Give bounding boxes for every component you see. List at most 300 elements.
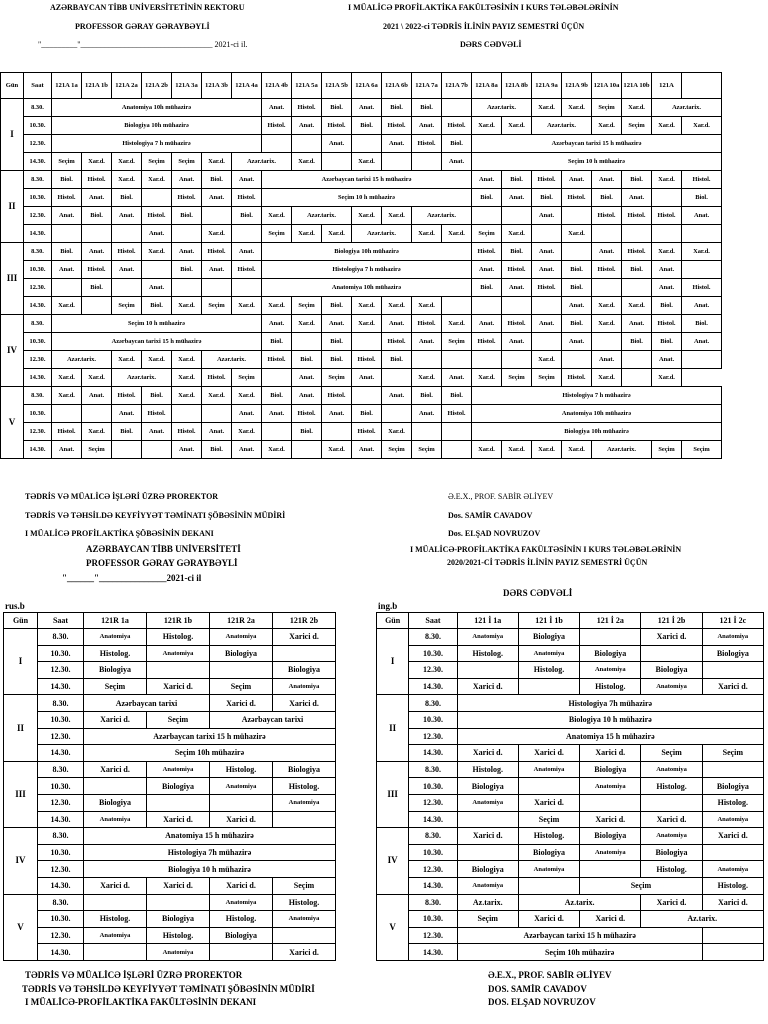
schedule-cell — [502, 297, 532, 315]
schedule-cell: Anatomiya — [457, 877, 518, 894]
schedule-cell: Anat. — [502, 333, 532, 351]
schedule-cell: Histolog. — [273, 778, 336, 795]
schedule-cell — [442, 351, 472, 369]
schedule-cell: Xarici d. — [641, 894, 702, 911]
schedule-cell — [84, 944, 147, 961]
schedule-cell: Biologiya 10 h mühazirə — [84, 861, 336, 878]
schedule-cell: Anat. — [502, 189, 532, 207]
time-cell: 14.30. — [38, 877, 84, 894]
schedule-cell — [382, 153, 412, 171]
schedule-cell: Azərbaycan tarixi 15 h mühazirə — [84, 728, 336, 745]
schedule-cell — [352, 333, 382, 351]
schedule-cell — [641, 794, 702, 811]
schedule-cell: Xar.d. — [232, 297, 262, 315]
schedule-cell: Xar.d. — [232, 387, 262, 405]
column-header: 121A — [652, 73, 682, 99]
schedule-cell: Histol. — [172, 423, 202, 441]
schedule-cell — [412, 153, 442, 171]
prorector-name: Ə.E.X., PROF. SABİR ƏLİYEV — [448, 492, 554, 501]
schedule-cell: Seçim — [532, 369, 562, 387]
time-cell: 10.30. — [409, 778, 457, 795]
column-header: 121A 8b — [502, 73, 532, 99]
column-header: 121 İ 1a — [457, 613, 518, 629]
schedule-cell — [518, 678, 579, 695]
schedule-cell: Anat. — [352, 99, 382, 117]
schedule-cell: Anat. — [622, 189, 652, 207]
column-header: 121A 1a — [52, 73, 82, 99]
schedule-cell: Xar.d. — [652, 369, 682, 387]
schedule-cell: Biol. — [442, 135, 472, 153]
schedule-cell: Seçim — [382, 441, 412, 459]
schedule-cell — [532, 225, 562, 243]
schedule-cell: Biologiya 10h mühazirə — [52, 117, 262, 135]
schedule-cell: Anatomiya — [641, 761, 702, 778]
approval-date-2: "______"_______________2021-ci il — [62, 573, 202, 583]
schedule-cell: Anatomiya — [84, 811, 147, 828]
schedule-cell: Azər.tarix. — [532, 117, 592, 135]
schedule-cell: Anat. — [112, 405, 142, 423]
day-label: II — [4, 695, 38, 761]
schedule-cell: Seçim — [147, 711, 210, 728]
schedule-cell: Azərbaycan tarixi — [210, 711, 336, 728]
column-header: 121A 6b — [382, 73, 412, 99]
schedule-cell: Xar.d. — [592, 369, 622, 387]
schedule-cell: Histol. — [622, 243, 652, 261]
column-header — [682, 73, 722, 99]
column-header: 121A 5b — [322, 73, 352, 99]
schedule-cell: Anat. — [82, 243, 112, 261]
column-header: 121 İ 2c — [702, 613, 763, 629]
time-cell: 8.30. — [38, 828, 84, 845]
column-header: 121R 2b — [273, 613, 336, 629]
bottom-dean-name: DOS. ELŞAD NOVRUZOV — [488, 997, 596, 1007]
schedule-cell: Seçim — [84, 678, 147, 695]
time-cell: 8.30. — [409, 629, 457, 646]
schedule-cell: Histol. — [82, 261, 112, 279]
schedule-cell — [702, 944, 763, 961]
schedule-cell — [580, 629, 641, 646]
schedule-cell — [84, 894, 147, 911]
schedule-cell — [641, 645, 702, 662]
schedule-cell: Biol. — [82, 279, 112, 297]
schedule-cell: Xar.d. — [52, 297, 82, 315]
schedule-cell: Seçim — [262, 225, 292, 243]
schedule-cell: Xar.d. — [142, 243, 172, 261]
rus-tag: rus.b — [5, 601, 25, 611]
schedule-cell: Anat. — [562, 171, 592, 189]
time-cell: 8.30. — [38, 695, 84, 712]
schedule-cell: Anatomiya — [457, 794, 518, 811]
schedule-cell: Seçim — [442, 333, 472, 351]
time-cell: 12.30. — [38, 662, 84, 679]
time-cell: 14.30. — [24, 441, 52, 459]
schedule-cell: Seçim — [52, 153, 82, 171]
schedule-cell: Anatomiya — [273, 911, 336, 928]
schedule-cell — [702, 844, 763, 861]
time-cell: 8.30. — [24, 243, 52, 261]
schedule-cell: Histol. — [592, 207, 622, 225]
schedule-cell — [142, 441, 172, 459]
schedule-cell: Histol. — [292, 405, 322, 423]
rector-title: AZƏRBAYCAN TİBB UNİVERSİTETİNİN REKTORU — [50, 3, 245, 12]
schedule-cell: Seçim — [502, 369, 532, 387]
schedule-cell: Anat. — [322, 135, 352, 153]
time-cell: 10.30. — [38, 645, 84, 662]
schedule-cell: Histolog. — [641, 861, 702, 878]
schedule-cell: Anat. — [262, 315, 292, 333]
schedule-cell: Xar.d. — [502, 225, 532, 243]
schedule-cell: Anat. — [232, 405, 262, 423]
day-label: IV — [4, 828, 38, 894]
schedule-cell: Xar.d. — [562, 99, 592, 117]
schedule-cell: Xar.d. — [562, 441, 592, 459]
time-cell: 14.30. — [24, 369, 52, 387]
schedule-cell: Xar.d. — [52, 369, 82, 387]
schedule-cell — [518, 877, 579, 894]
time-cell: 12.30. — [38, 794, 84, 811]
time-cell: 12.30. — [409, 861, 457, 878]
schedule-cell — [472, 207, 502, 225]
time-cell: 10.30. — [409, 844, 457, 861]
schedule-cell: Histol. — [262, 117, 292, 135]
schedule-cell: Biol. — [262, 387, 292, 405]
schedule-cell: Histol. — [562, 189, 592, 207]
schedule-cell: Histol. — [202, 369, 232, 387]
schedule-cell: Xar.d. — [292, 315, 322, 333]
schedule-cell: Xarici d. — [702, 678, 763, 695]
schedule-cell: Histolog. — [84, 911, 147, 928]
schedule-cell: Biol. — [472, 279, 502, 297]
schedule-cell: Anat. — [412, 117, 442, 135]
column-header: Gün — [4, 613, 38, 629]
schedule-cell: Biol. — [532, 189, 562, 207]
schedule-cell: Histol. — [532, 279, 562, 297]
schedule-cell: Anat. — [202, 423, 232, 441]
schedule-cell: Histol. — [142, 405, 172, 423]
schedule-cell: Anatomiya — [580, 778, 641, 795]
schedule-cell: Histologiya 7 h mühazirə — [52, 135, 262, 153]
schedule-cell: Biol. — [322, 297, 352, 315]
schedule-cell — [412, 351, 442, 369]
schedule-cell: Azər.tarix. — [592, 441, 652, 459]
schedule-cell: Histol. — [352, 423, 382, 441]
schedule-cell: Histolog. — [641, 778, 702, 795]
schedule-cell: Xar.d. — [622, 99, 652, 117]
day-label: V — [377, 894, 409, 960]
faculty-title-2: I MÜALİCƏ-PROFİLAKTİKA FAKÜLTƏSİNİN I KURS TƏLƏBƏLƏRİNİN — [410, 545, 682, 554]
time-cell: 12.30. — [24, 423, 52, 441]
schedule-cell: Anat. — [532, 315, 562, 333]
schedule-cell: Biologiya — [273, 761, 336, 778]
schedule-cell — [142, 189, 172, 207]
schedule-cell: Xar.d. — [352, 297, 382, 315]
schedule-cell: Biologiya — [641, 662, 702, 679]
schedule-cell: Biologiya — [147, 911, 210, 928]
schedule-cell: Biol. — [382, 351, 412, 369]
schedule-cell: Xar.d. — [442, 315, 472, 333]
schedule-cell: Seçim 10 h mühazirə — [472, 153, 722, 171]
schedule-cell: Xar.d. — [502, 117, 532, 135]
schedule-cell: Anat. — [412, 333, 442, 351]
column-header: 121A 4b — [262, 73, 292, 99]
schedule-cell: Biol. — [592, 189, 622, 207]
column-header: 121A 7a — [412, 73, 442, 99]
schedule-cell: Histol. — [142, 207, 172, 225]
schedule-cell: Xarici d. — [518, 794, 579, 811]
schedule-cell: Biologiya — [147, 778, 210, 795]
ing-schedule-table — [376, 612, 764, 961]
schedule-cell: Biol. — [382, 99, 412, 117]
schedule-cell — [210, 662, 273, 679]
column-header: Gün — [377, 613, 409, 629]
schedule-cell: Histol. — [352, 351, 382, 369]
schedule-cell: Histol. — [382, 117, 412, 135]
schedule-cell: Anat. — [82, 387, 112, 405]
schedule-cell: Xar.d. — [82, 153, 112, 171]
schedule-cell: Biologiya 10h mühazirə — [262, 243, 472, 261]
schedule-cell — [52, 279, 82, 297]
schedule-cell: Seçim 10h mühazirə — [457, 944, 702, 961]
bottom-prorector-title: TƏDRİS VƏ MÜALİCƏ İŞLƏRİ ÜZRƏ PROREKTOR — [25, 970, 243, 980]
schedule-cell: Biol. — [412, 99, 442, 117]
schedule-cell: Seçim — [592, 99, 622, 117]
schedule-cell: Xar.d. — [292, 225, 322, 243]
time-cell: 14.30. — [38, 944, 84, 961]
time-cell: 8.30. — [409, 761, 457, 778]
schedule-cell: Anat. — [232, 243, 262, 261]
time-cell: 8.30. — [24, 387, 52, 405]
schedule-cell: Xarici d. — [147, 877, 210, 894]
schedule-cell: Xar.d. — [322, 441, 352, 459]
schedule-cell: Anat. — [142, 225, 172, 243]
schedule-cell: Histolog. — [273, 894, 336, 911]
schedule-cell: Seçim — [702, 745, 763, 762]
schedule-cell — [232, 279, 262, 297]
schedule-cell: Xar.d. — [682, 243, 722, 261]
schedule-cell: Azər.tarix. — [52, 351, 112, 369]
schedule-cell: Xarici d. — [580, 811, 641, 828]
schedule-cell — [652, 189, 682, 207]
time-cell: 14.30. — [24, 153, 52, 171]
schedule-cell: Seçim — [652, 441, 682, 459]
schedule-cell: Biologiya — [580, 645, 641, 662]
time-cell: 12.30. — [409, 794, 457, 811]
schedule-cell: Histolog. — [457, 761, 518, 778]
column-header: Saat — [24, 73, 52, 99]
schedule-cell: Xar.d. — [202, 153, 232, 171]
time-cell: 12.30. — [24, 279, 52, 297]
schedule-cell: Histologiya 7h mühazirə — [457, 695, 763, 712]
schedule-cell: Histol. — [322, 387, 352, 405]
schedule-cell: Biol. — [142, 297, 172, 315]
column-header: 121A 10b — [622, 73, 652, 99]
schedule-cell — [592, 225, 622, 243]
day-label: II — [377, 695, 409, 761]
schedule-cell: Histol. — [232, 189, 262, 207]
time-cell: 8.30. — [24, 171, 52, 189]
schedule-cell — [532, 297, 562, 315]
schedule-cell: Histolog. — [210, 911, 273, 928]
schedule-cell: Anat. — [262, 99, 292, 117]
time-cell: 10.30. — [24, 261, 52, 279]
schedule-cell: Histol. — [652, 315, 682, 333]
schedule-cell — [382, 369, 412, 387]
schedule-cell: Anat. — [292, 369, 322, 387]
schedule-cell: Anat. — [652, 261, 682, 279]
schedule-cell: Xarici d. — [147, 678, 210, 695]
schedule-cell: Biol. — [292, 423, 322, 441]
schedule-cell: Anatomiya — [84, 927, 147, 944]
schedule-cell: Xarici d. — [518, 911, 579, 928]
schedule-cell: Anatomiya — [147, 944, 210, 961]
schedule-cell: Xarici d. — [210, 877, 273, 894]
schedule-cell: Xar.d. — [592, 315, 622, 333]
column-header: 121A 3a — [172, 73, 202, 99]
schedule-cell: Biol. — [322, 333, 352, 351]
schedule-cell: Histolog. — [518, 662, 579, 679]
schedule-cell: Seçim — [142, 153, 172, 171]
schedule-cell: Biol. — [352, 405, 382, 423]
schedule-cell: Biol. — [652, 297, 682, 315]
schedule-cell: Anatomiya — [641, 828, 702, 845]
schedule-cell: Anatomiya 15 h mühazirə — [84, 828, 336, 845]
time-cell: 12.30. — [38, 861, 84, 878]
schedule-cell — [262, 369, 292, 387]
schedule-cell — [273, 811, 336, 828]
schedule-cell — [82, 225, 112, 243]
schedule-cell: Seçim — [518, 811, 579, 828]
schedule-cell: Anatomiya — [641, 678, 702, 695]
schedule-cell — [147, 662, 210, 679]
schedule-cell: Xar.d. — [652, 171, 682, 189]
schedule-cell — [172, 405, 202, 423]
schedule-cell: Xarici d. — [518, 745, 579, 762]
schedule-cell: Histologiya 7h mühazirə — [84, 844, 336, 861]
schedule-cell: Biol. — [442, 387, 472, 405]
schedule-cell: Azər.tarix. — [472, 99, 532, 117]
schedule-cell: Anat. — [472, 171, 502, 189]
column-header: Saat — [38, 613, 84, 629]
schedule-cell: Anat. — [382, 135, 412, 153]
schedule-cell: Biologiya — [702, 778, 763, 795]
schedule-cell: Biol. — [262, 333, 292, 351]
schedule-cell: Biol. — [322, 99, 352, 117]
schedule-cell: Xar.d. — [502, 441, 532, 459]
schedule-cell — [457, 844, 518, 861]
schedule-cell: Anatomiya — [273, 794, 336, 811]
schedule-cell: Xar.d. — [682, 117, 722, 135]
schedule-cell: Anat. — [412, 405, 442, 423]
schedule-cell: Seçim — [112, 297, 142, 315]
schedule-cell: Biologiya — [210, 645, 273, 662]
day-label: I — [1, 99, 24, 171]
time-cell: 10.30. — [38, 711, 84, 728]
time-cell: 8.30. — [409, 894, 457, 911]
schedule-cell: Biol. — [622, 261, 652, 279]
schedule-cell: Anatomiya — [273, 678, 336, 695]
schedule-cell: Biologiya — [457, 861, 518, 878]
schedule-cell: Azər.tarix. — [412, 207, 472, 225]
schedule-cell — [292, 135, 322, 153]
schedule-cell: Histol. — [322, 117, 352, 135]
schedule-cell: Anat. — [502, 279, 532, 297]
schedule-cell: Xar.d. — [412, 369, 442, 387]
schedule-cell: Biol. — [202, 441, 232, 459]
schedule-cell: Seçim — [322, 369, 352, 387]
schedule-cell: Seçim — [682, 441, 722, 459]
schedule-cell — [457, 662, 518, 679]
column-header: 121A 7b — [442, 73, 472, 99]
schedule-cell: Anat. — [232, 171, 262, 189]
schedule-cell: Anatomiya — [518, 645, 579, 662]
schedule-cell — [702, 927, 763, 944]
day-label: V — [1, 387, 24, 459]
schedule-cell: Anatomiya — [702, 861, 763, 878]
schedule-cell: Histolog. — [210, 761, 273, 778]
schedule-cell: Anat. — [592, 243, 622, 261]
schedule-cell: Anatomiya 10h mühazirə — [262, 279, 472, 297]
schedule-cell: Biol. — [52, 243, 82, 261]
schedule-cell — [382, 405, 412, 423]
time-cell: 8.30. — [38, 629, 84, 646]
schedule-cell: Anatomiya — [147, 761, 210, 778]
schedule-cell: Anatomiya — [702, 629, 763, 646]
schedule-cell: Histol. — [82, 171, 112, 189]
schedule-cell — [580, 794, 641, 811]
schedule-cell: Xar.d. — [112, 153, 142, 171]
schedule-cell: Anatomiya — [84, 629, 147, 646]
day-label: II — [1, 171, 24, 243]
time-cell: 14.30. — [409, 811, 457, 828]
time-cell: 8.30. — [409, 828, 457, 845]
schedule-cell — [682, 225, 722, 243]
schedule-cell — [202, 207, 232, 225]
schedule-cell: Xar.d. — [472, 369, 502, 387]
schedule-cell: Anatomiya — [702, 811, 763, 828]
schedule-cell: Anat. — [172, 171, 202, 189]
schedule-cell — [682, 351, 722, 369]
schedule-cell: Anat. — [382, 315, 412, 333]
schedule-cell: Anat. — [532, 243, 562, 261]
schedule-cell: Anat. — [112, 207, 142, 225]
schedule-cell — [112, 279, 142, 297]
schedule-cell — [622, 279, 652, 297]
column-header: 121R 1b — [147, 613, 210, 629]
schedule-cell: Xar.d. — [532, 351, 562, 369]
schedule-cell: Anat. — [172, 243, 202, 261]
schedule-cell: Anat. — [52, 207, 82, 225]
schedule-cell — [202, 405, 232, 423]
schedule-cell — [518, 778, 579, 795]
schedule-cell: Xarici d. — [580, 911, 641, 928]
schedule-cell: Anat. — [292, 117, 322, 135]
schedule-cell: Seçim 10h mühazirə — [84, 745, 336, 762]
schedule-cell — [352, 387, 382, 405]
schedule-cell: Anat. — [112, 261, 142, 279]
schedule-cell — [592, 279, 622, 297]
schedule-cell: Anat. — [442, 369, 472, 387]
schedule-cell — [82, 405, 112, 423]
schedule-cell: Anat. — [682, 207, 722, 225]
day-label: III — [377, 761, 409, 827]
schedule-cell: Xarici d. — [273, 629, 336, 646]
schedule-cell: Xar.d. — [82, 423, 112, 441]
time-cell: 12.30. — [24, 351, 52, 369]
schedule-cell: Biol. — [52, 171, 82, 189]
schedule-cell: Biol. — [172, 261, 202, 279]
schedule-cell: Xarici d. — [210, 695, 273, 712]
schedule-cell — [502, 207, 532, 225]
